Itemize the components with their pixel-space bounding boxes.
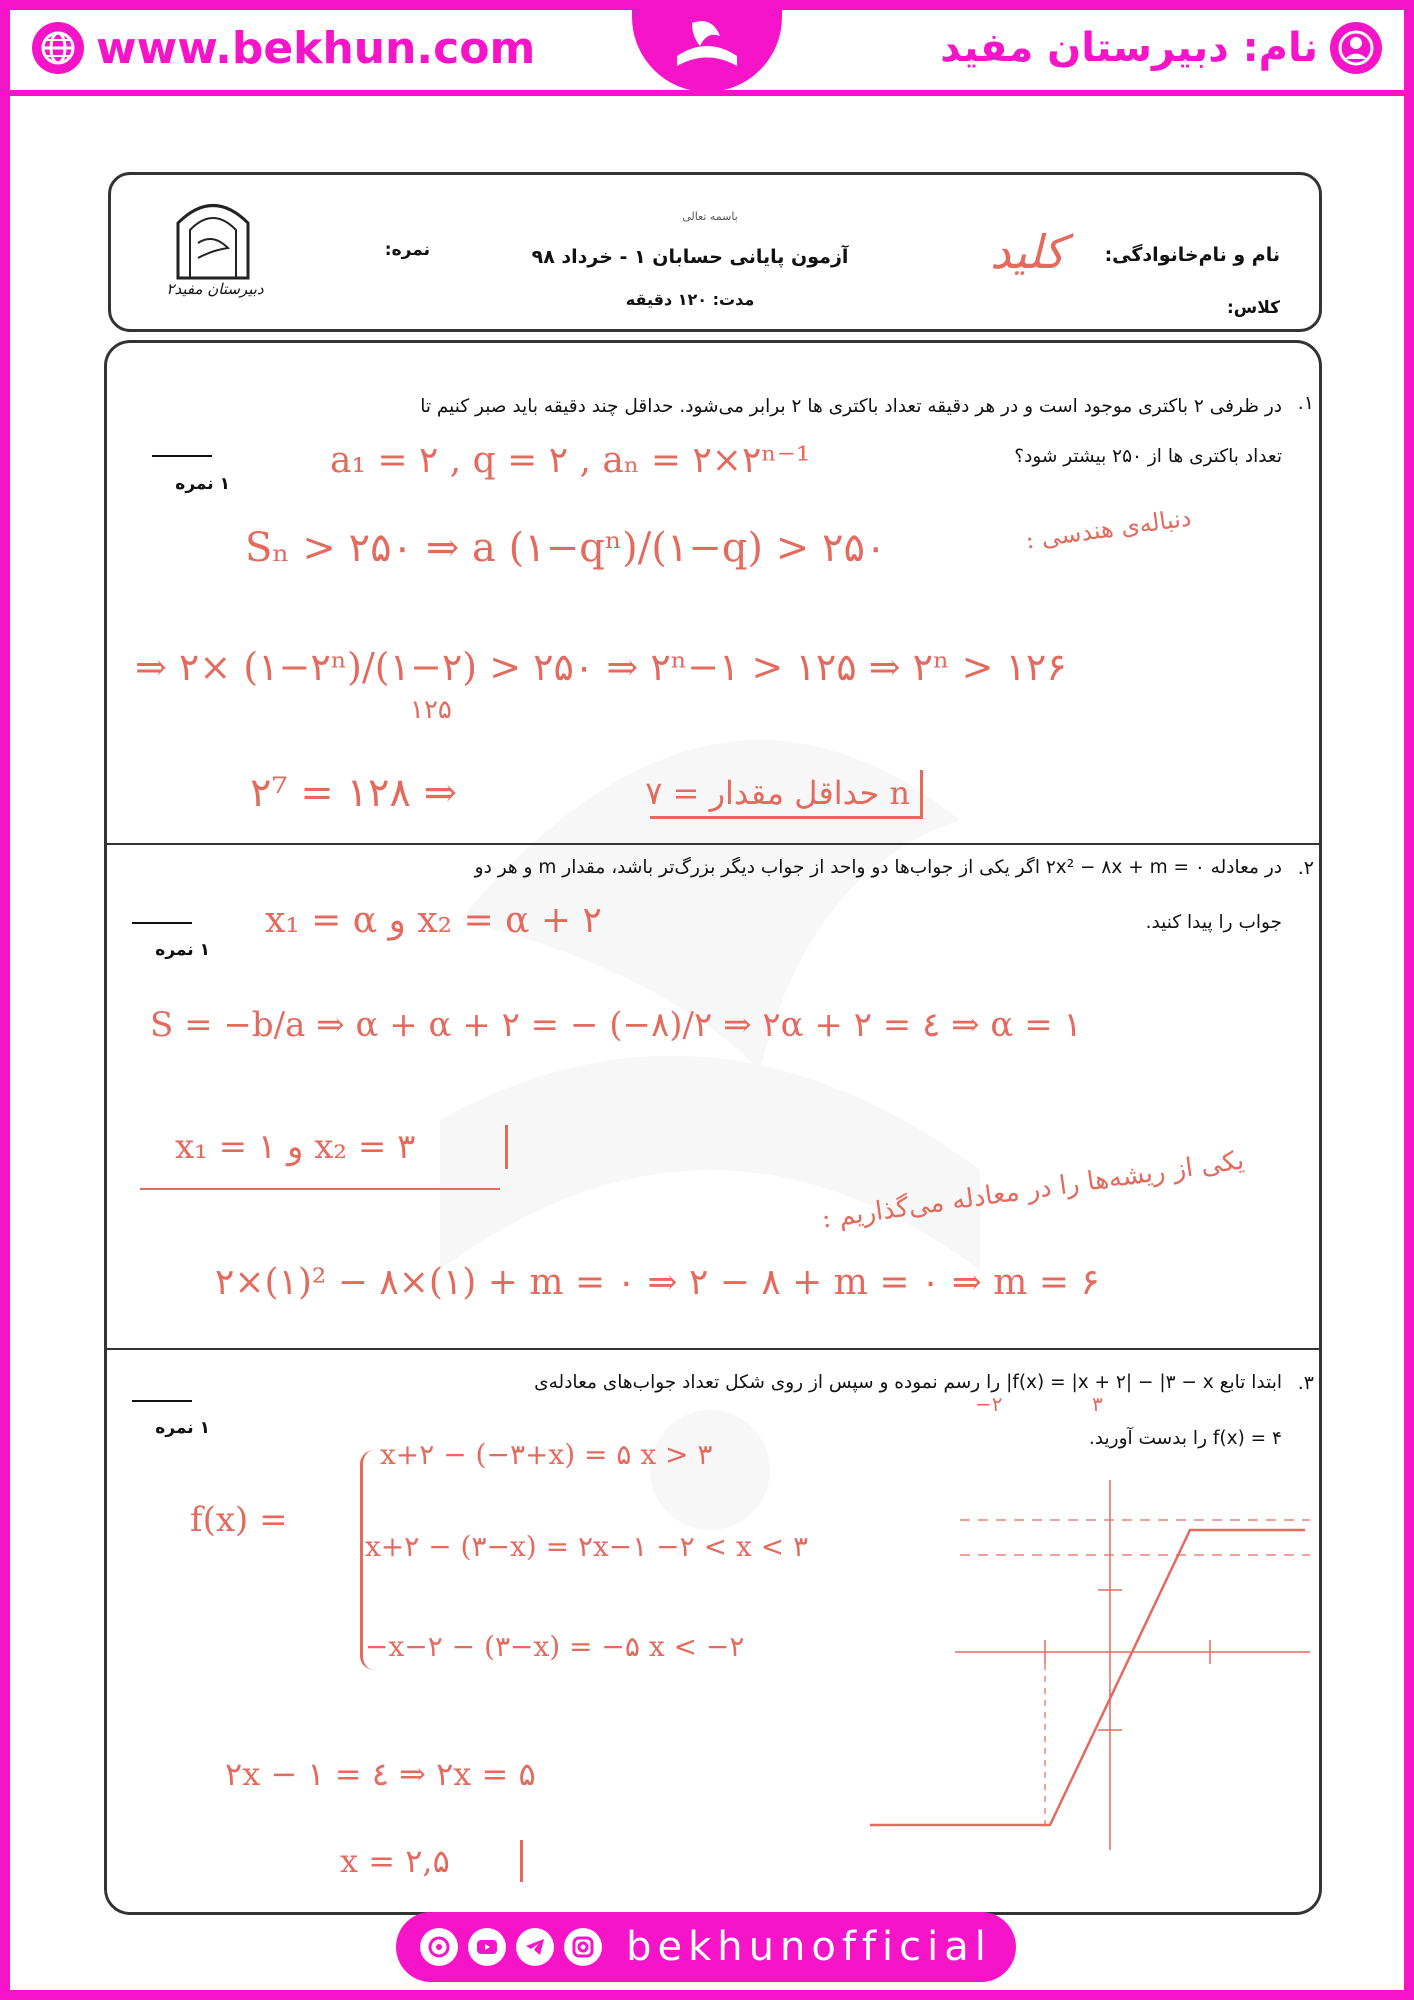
answer-step: Sₙ > ۲۵۰ ⇒ a (۱−qⁿ)/(۱−q) > ۲۵۰ xyxy=(245,525,887,571)
question-text: در معادله ۰ = ۲x² − ۸x + m اگر یکی از جواب‌ها دو واحد از جواب دیگر بزرگ‌تر باشد، مقدار m و هر دو xyxy=(474,857,1282,878)
answer-note: ۱۲۵ xyxy=(410,695,452,725)
answer-step: ۲⁷ = ۱۲۸ ⇒ xyxy=(250,770,458,816)
function-label: f(x) = xyxy=(190,1500,288,1540)
exam-title: آزمون پایانی حسابان ۱ - خرداد ۹۸ xyxy=(531,246,849,268)
score-line xyxy=(132,1400,192,1402)
school-emblem-icon xyxy=(168,188,258,288)
site-link[interactable] xyxy=(32,22,535,74)
question-text: جواب را پیدا کنید. xyxy=(1145,912,1282,933)
answer-step: ⇒ ۲× (۱−۲ⁿ)/(۱−۲) > ۲۵۰ ⇒ ۲ⁿ−۱ > ۱۲۵ ⇒ ۲ⁿ > ۱۲۶ xyxy=(135,645,1067,689)
answer-step: S = −b/a ⇒ α + α + ۲ = − (−۸)/۲ ⇒ ۲α + ۲ = ٤ ⇒ α = ۱ xyxy=(150,1005,1082,1045)
question-number: ۱. xyxy=(1297,392,1314,414)
user-icon xyxy=(1330,22,1382,74)
handwritten-name: کلید xyxy=(990,225,1066,279)
answer-step: x₁ = α و x₂ = α + ۲ xyxy=(265,900,602,941)
question-divider xyxy=(104,843,1322,845)
telegram-icon[interactable] xyxy=(516,1928,554,1966)
answer-step: ۲×(۱)² − ۸×(۱) + m = ۰ ⇒ ۲ − ۸ + m = ۰ ⇒ m = ۶ xyxy=(215,1262,1100,1303)
piecewise-case: x+۲ − (−۳+x) = ۵ x > ۳ xyxy=(380,1438,713,1471)
student-name-field: نام و نام‌خانوادگی: xyxy=(1104,244,1280,266)
question-score: ۱ نمره xyxy=(155,940,210,960)
function-graph xyxy=(860,1480,1310,1860)
score-line xyxy=(152,455,212,457)
underline xyxy=(140,1188,500,1190)
question-number: ۲. xyxy=(1297,857,1314,879)
boxed-answer: x₁ = ۱ و x₂ = ۳ xyxy=(165,1125,508,1169)
class-field: کلاس: xyxy=(1226,298,1280,318)
question-text: ابتدا تابع f(x) = |x + ۲| − |۳ − x| را رسم نموده و سپس از روی شکل تعداد جواب‌های معادله‌ی xyxy=(534,1372,1282,1393)
question-text: f(x) = ۴ را بدست آورید. xyxy=(1088,1428,1282,1449)
school-name xyxy=(940,22,1382,74)
grade-field: نمره: xyxy=(384,240,430,260)
answer-note: یکی از ریشه‌ها را در معادله می‌گذاریم : xyxy=(819,1145,1246,1235)
boxed-answer: n حداقل مقدار = ۷ xyxy=(650,770,923,819)
bismillah: باسمه تعالی xyxy=(682,210,738,223)
instagram-icon[interactable] xyxy=(564,1928,602,1966)
answer-step: ۲x − ۱ = ٤ ⇒ ۲x = ۵ xyxy=(225,1755,536,1793)
score-line xyxy=(132,922,192,924)
question-text: تعداد باکتری ها از ۲۵۰ بیشتر شود؟ xyxy=(1014,446,1282,467)
name-label: نام: دبیرستان مفید xyxy=(940,25,1318,71)
answer-note: ۳ xyxy=(1092,1392,1103,1416)
exam-duration: مدت: ۱۲۰ دقیقه xyxy=(625,290,755,309)
social-handle[interactable]: bekhunofficial xyxy=(626,1924,992,1970)
question-divider xyxy=(104,1348,1322,1350)
book-logo-icon xyxy=(662,11,752,81)
answer-note: دنباله‌ی هندسی : xyxy=(1023,503,1193,555)
site-url: www.bekhun.com xyxy=(96,22,536,74)
question-score: ۱ نمره xyxy=(175,474,230,494)
piecewise-case: −x−۲ − (۳−x) = −۵ x < −۲ xyxy=(365,1630,745,1663)
question-score: ۱ نمره xyxy=(155,1418,210,1438)
boxed-answer: x = ۲,۵ xyxy=(330,1840,523,1882)
social-bar xyxy=(396,1912,1016,1982)
question-text: در ظرفی ۲ باکتری موجود است و در هر دقیقه تعداد باکتری ها ۲ برابر می‌شود. حداقل چند دقیقه باید صبر کنیم تا xyxy=(420,396,1282,417)
answer-step: a₁ = ۲ , q = ۲ , aₙ = ۲×۲ⁿ⁻¹ xyxy=(330,440,811,481)
question-number: ۳. xyxy=(1297,1372,1314,1394)
graph-curve xyxy=(870,1530,1305,1825)
answer-note: −۲ xyxy=(975,1392,1003,1416)
school-caption: دبیرستان مفید۲ xyxy=(166,280,264,298)
globe-icon xyxy=(32,22,84,74)
piecewise-case: x+۲ − (۳−x) = ۲x−۱ −۲ < x < ۳ xyxy=(365,1530,809,1563)
aparat-icon[interactable] xyxy=(420,1928,458,1966)
youtube-icon[interactable] xyxy=(468,1928,506,1966)
